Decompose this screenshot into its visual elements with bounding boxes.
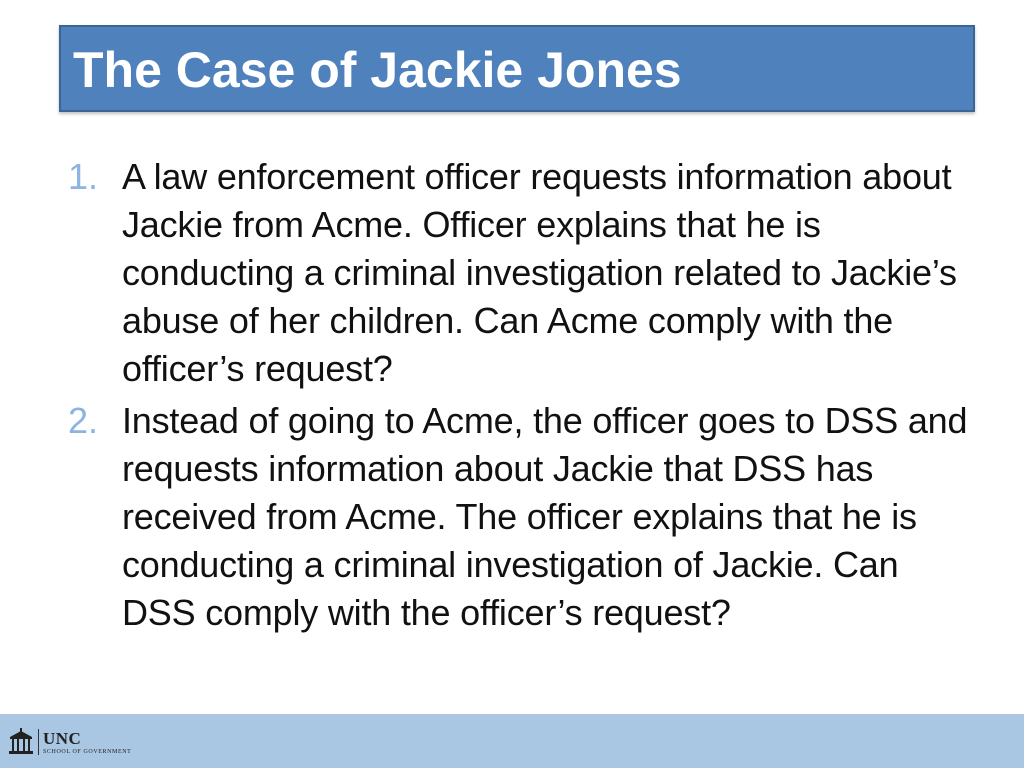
logo-wordmark xyxy=(43,730,131,755)
list-item xyxy=(68,153,968,393)
list-number: 1. xyxy=(68,156,99,197)
list-item-text: A law enforcement officer requests information about Jackie from Acme. Officer explains that he is conducting a criminal investigation related to Jackie’s abuse of her children. Can Acme comply with the officer’s request? xyxy=(122,156,957,389)
list-number: 2. xyxy=(68,400,99,441)
logo-school-text: SCHOOL OF GOVERNMENT xyxy=(43,748,132,755)
logo-unc-text: UNC xyxy=(43,728,82,748)
numbered-list xyxy=(68,153,968,641)
title-bar xyxy=(59,25,975,112)
slide-title: The Case of Jackie Jones xyxy=(73,42,682,98)
old-well-icon xyxy=(8,728,34,756)
list-item xyxy=(68,397,968,637)
list-item-text: Instead of going to Acme, the officer goes to DSS and requests information about Jackie that DSS has received from Acme. The officer explains that he is conducting a criminal investigation of Jackie. Can DSS comply with the officer’s request? xyxy=(122,400,968,633)
footer-bar xyxy=(0,714,1024,768)
unc-logo xyxy=(8,728,131,756)
logo-divider xyxy=(38,729,39,755)
